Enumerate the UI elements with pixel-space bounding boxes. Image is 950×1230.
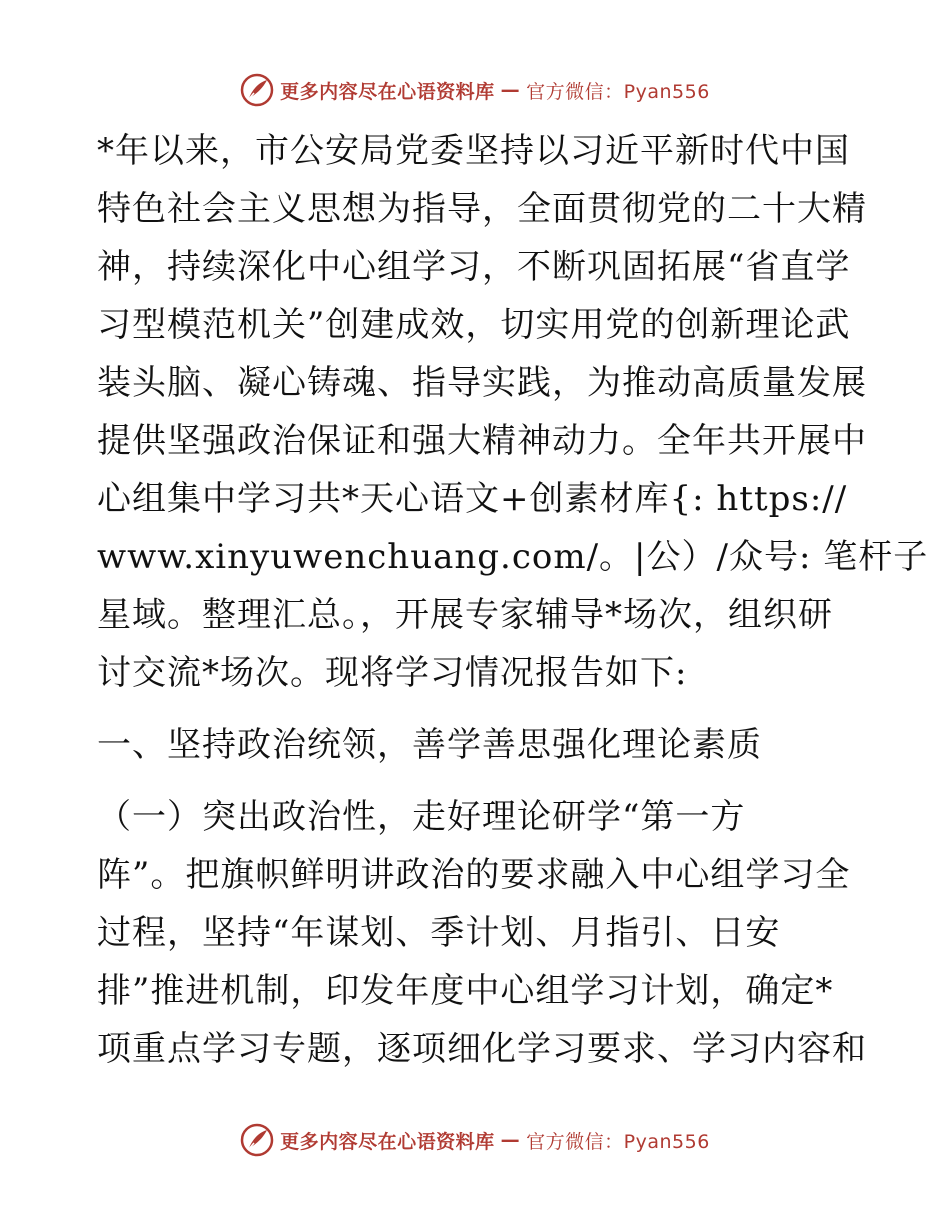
paragraph-line: 心组集中学习共*天心语文+创素材库{: https:// xyxy=(97,479,848,519)
paragraph-line: 习型模范机关”创建成效，切实用党的创新理论武 xyxy=(97,305,851,345)
watermark-text: 更多内容尽在心语资料库 xyxy=(280,80,495,103)
paragraph-line: 阵”。把旗帜鲜明讲政治的要求融入中心组学习全 xyxy=(97,855,851,895)
paragraph-line: 神，持续深化中心组学习，不断巩固拓展“省直学 xyxy=(97,247,851,287)
section-heading: 一、坚持政治统领，善学善思强化理论素质 xyxy=(97,725,762,765)
watermark-text: 更多内容尽在心语资料库 xyxy=(280,1130,495,1153)
header-watermark xyxy=(0,72,950,108)
paragraph-line: www.xinyuwenchuang.com/。|公）/众号: 笔杆子 xyxy=(97,537,929,577)
footer-watermark xyxy=(0,1122,950,1158)
paragraph-line: *年以来，市公安局党委坚持以习近平新时代中国 xyxy=(97,131,850,171)
paragraph-line: 提供坚强政治保证和强大精神动力。全年共开展中 xyxy=(97,421,867,461)
watermark-contact: 官方微信：Pyan556 xyxy=(526,1130,710,1153)
watermark-dash: — xyxy=(500,79,521,101)
paragraph-line: 装头脑、凝心铸魂、指导实践，为推动高质量发展 xyxy=(97,363,867,403)
watermark-dash: — xyxy=(500,1129,521,1151)
document-body xyxy=(97,122,929,1078)
feather-pen-logo-icon xyxy=(240,73,274,107)
paragraph-line: 特色社会主义思想为指导，全面贯彻党的二十大精 xyxy=(97,189,867,229)
paragraph-line: 星域。整理汇总。，开展专家辅导*场次，组织研 xyxy=(97,595,833,635)
watermark-contact: 官方微信：Pyan556 xyxy=(526,80,710,103)
paragraph-line: 项重点学习专题，逐项细化学习要求、学习内容和 xyxy=(97,1029,867,1069)
feather-pen-logo-icon xyxy=(240,1123,274,1157)
paragraph-line: 过程，坚持“年谋划、季计划、月指引、日安 xyxy=(97,913,781,953)
subsection-line: （一）突出政治性，走好理论研学“第一方 xyxy=(97,797,746,837)
paragraph-line: 讨交流*场次。现将学习情况报告如下: xyxy=(97,653,688,693)
paragraph-line: 排”推进机制，印发年度中心组学习计划，确定* xyxy=(97,971,834,1011)
